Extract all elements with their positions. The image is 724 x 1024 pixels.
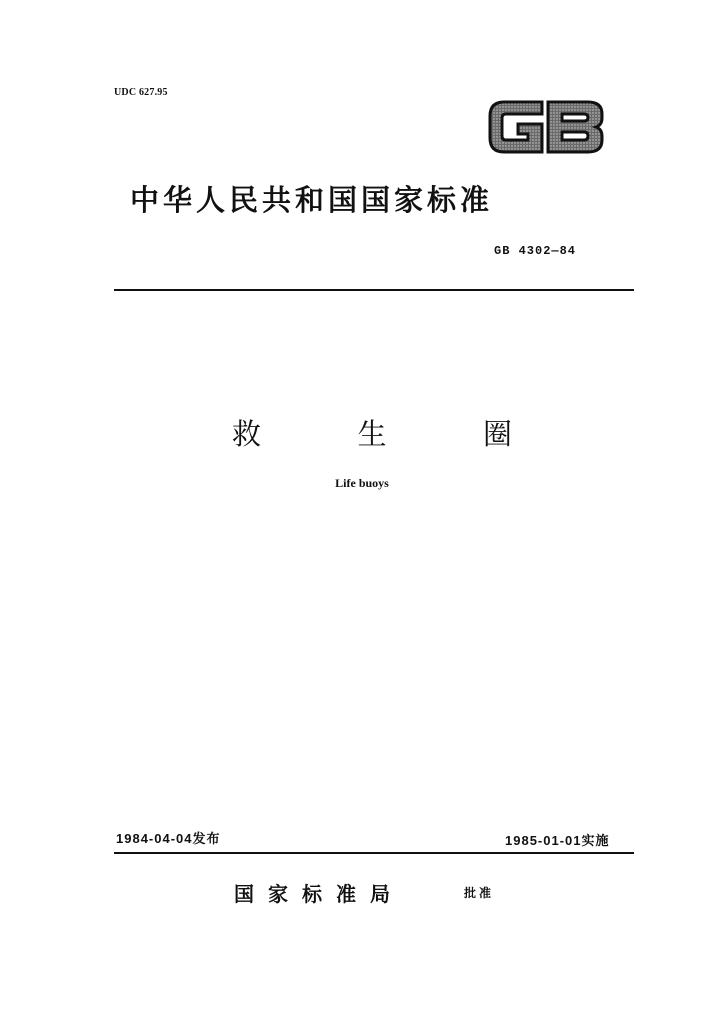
title-char: 救 [232,417,262,451]
title-char: 圈 [482,417,512,451]
approval-label: 批准 [464,886,495,900]
national-standard-title: 中华人民共和国国家标准 [130,183,494,217]
standard-number: GB 4302—84 [494,244,577,258]
document-title-cn [232,412,512,453]
implementation-date: 1985-01-01实施 [505,833,610,848]
gb-logo-icon [484,94,608,158]
udc-code: UDC 627.95 [114,87,168,98]
issue-date: 1984-04-04发布 [116,831,221,846]
top-divider [114,289,634,291]
bottom-divider [114,852,634,854]
issuing-authority: 国家标准局 [234,882,404,906]
document-title-en: Life buoys [335,476,389,490]
title-char: 生 [357,417,387,451]
